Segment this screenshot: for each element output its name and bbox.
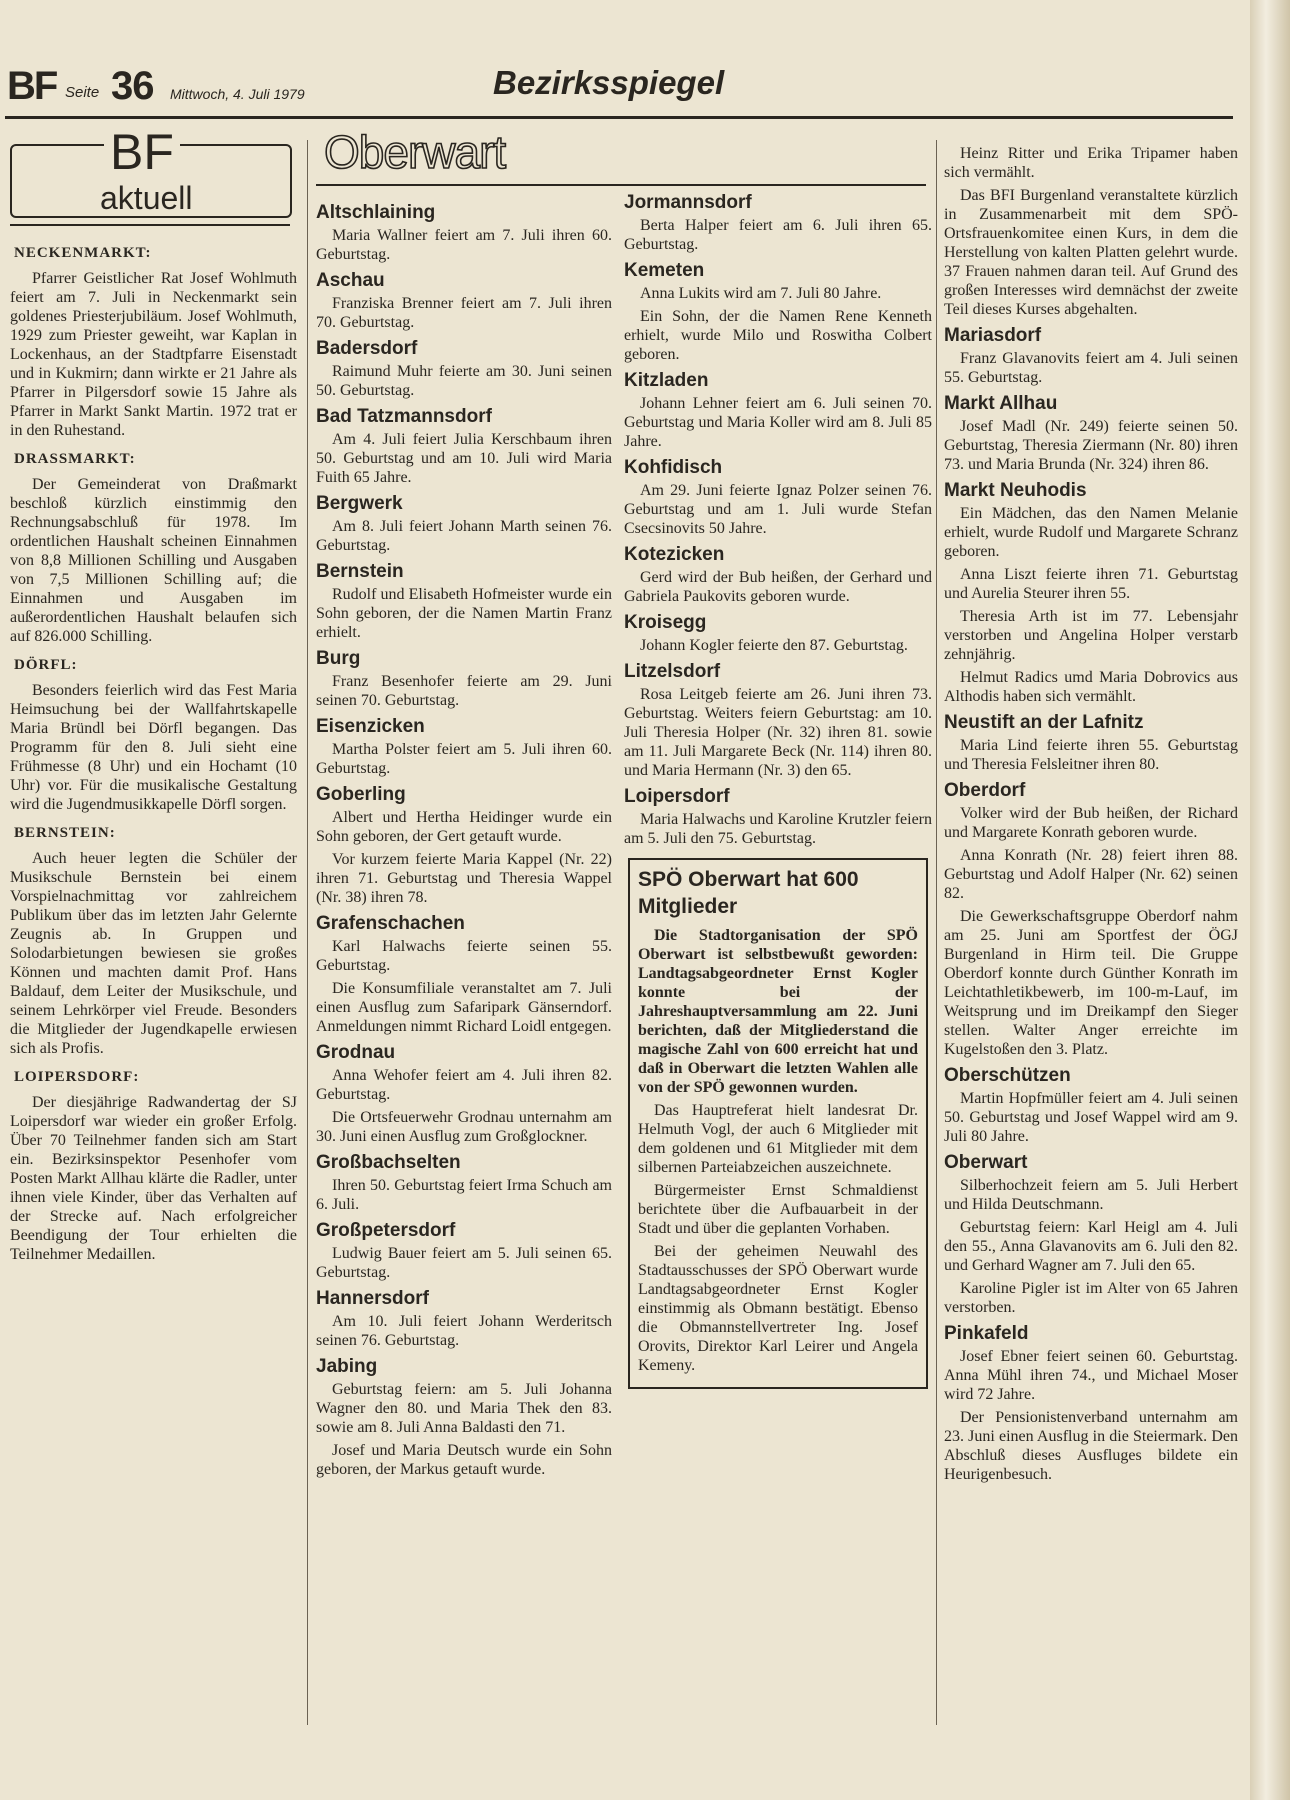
bf-aktuell-logo	[10, 126, 292, 234]
village-entry	[624, 260, 932, 364]
village-name: Oberwart	[944, 1152, 1028, 1173]
village-entry	[316, 406, 612, 487]
news-paragraph: Besonders feierlich wird das Fest Maria Heimsuchung bei der Wallfahrtskapelle Maria Bründl bei Dörfl begangen. Das Programm für den 8. Juli sieht eine Frühmesse (8 Uhr) und ein Hochamt (10 Uhr) vor. Für die musikalische Gestaltung wird die Jugendmusikkapelle Dörfl sorgen.	[10, 682, 297, 813]
village-name: Pinkafeld	[944, 1323, 1029, 1344]
village-name: Großbachselten	[316, 1152, 461, 1173]
entry-paragraph: Am 29. Juni feierte Ignaz Polzer seinen 76. Geburtstag und am 1. Juli wurde Stefan Csecsinovits 50 Jahre.	[624, 482, 932, 537]
village-entry	[944, 712, 1238, 774]
village-entry	[944, 1323, 1238, 1484]
entry-body	[316, 362, 612, 400]
entry-body	[316, 585, 612, 642]
village-name: Jabing	[316, 1356, 378, 1377]
village-name: Kitzladen	[624, 370, 709, 391]
entry-paragraph: Anna Lukits wird am 7. Juli 80 Jahre.	[640, 285, 882, 302]
village-entry	[316, 493, 612, 555]
village-name: Loipersdorf	[624, 786, 730, 807]
entry-paragraph: Anna Liszt feierte ihren 71. Geburtstag und Aurelia Steurer ihren 55.	[944, 566, 1238, 602]
village-name: Litzelsdorf	[624, 661, 721, 682]
entry-paragraph: Helmut Radics umd Maria Dobrovics aus Althodis haben sich vermählt.	[944, 669, 1238, 705]
box-paragraph: Das Hauptreferat hielt landesrat Dr. Helmuth Vogl, der auch 6 Mitglieder mit dem goldenen und 61 Mitglieder mit dem silbernen Parteiabzeichen auszeichnete.	[638, 1102, 918, 1176]
entry-paragraph: Am 10. Juli feiert Johann Werderitsch seinen 76. Geburtstag.	[316, 1313, 612, 1349]
local-news-list	[10, 244, 297, 1264]
village-news-list	[624, 192, 932, 848]
entry-body	[944, 504, 1238, 706]
village-entry	[944, 780, 1238, 1059]
oberwart-masthead	[316, 126, 612, 192]
entry-body	[316, 1244, 612, 1282]
page-number: 36	[111, 64, 154, 108]
village-name: Grafenschachen	[316, 913, 465, 934]
village-entry	[944, 1152, 1238, 1317]
section-title: Bezirksspiegel	[493, 64, 725, 101]
entry-paragraph: Franziska Brenner feiert am 7. Juli ihren 70. Geburtstag.	[316, 295, 612, 331]
entry-paragraph: Heinz Ritter und Erika Tripamer haben sich vermählt.	[944, 145, 1238, 181]
village-entry	[944, 325, 1238, 387]
entry-paragraph: Ein Mädchen, das den Namen Melanie erhielt, wurde Rudolf und Margarete Schranz geboren.	[944, 505, 1238, 560]
news-heading: NECKENMARKT:	[14, 245, 152, 261]
news-body	[10, 1093, 297, 1264]
village-entry	[316, 1356, 612, 1479]
entry-body	[624, 216, 932, 254]
news-heading: DRASSMARKT:	[14, 451, 136, 467]
entry-paragraph: Ludwig Bauer feiert am 5. Juli seinen 65. Geburtstag.	[316, 1245, 612, 1281]
entry-body	[944, 804, 1238, 1059]
column-divider	[307, 140, 308, 1725]
entry-paragraph: Die Konsumfiliale veranstaltet am 7. Juli einen Ausflug zum Safaripark Gänserndorf. Anmeldungen nimmt Richard Loidl entgegen.	[316, 980, 612, 1035]
entry-body	[316, 740, 612, 778]
entry-body	[944, 1176, 1238, 1317]
village-entry	[316, 784, 612, 907]
village-name: Burg	[316, 648, 361, 669]
entry-paragraph: Martha Polster feiert am 5. Juli ihren 60. Geburtstag.	[316, 741, 612, 777]
village-entry	[944, 480, 1238, 706]
entry-paragraph: Berta Halper feiert am 6. Juli ihren 65. Geburtstag.	[624, 217, 932, 253]
news-paragraph: Auch heuer legten die Schüler der Musikschule Bernstein bei einem Vorspielnachmittag vor zahlreichem Publikum über das im letzten Jahr Gelernte Zeugnis ab. In Gruppen und Solodarbietungen bewiesen sie großes Können und machten damit Prof. Hans Baldauf, dem Leiter der Musikschule, und seinem Lehrkörper viel Freude. Besonders die Mitglieder der Jugendkapelle erwiesen sich als Profis.	[10, 850, 297, 1057]
entry-body	[624, 394, 932, 451]
entry-body	[944, 1347, 1238, 1484]
village-entry	[316, 338, 612, 400]
entry-body	[316, 1312, 612, 1350]
entry-paragraph: Geburtstag feiern: am 5. Juli Johanna Wagner den 80. und Maria Thek den 83. sowie am 8. Juli Anna Baldasti den 71.	[316, 1381, 612, 1436]
village-name: Bergwerk	[316, 493, 403, 514]
news-body	[10, 849, 297, 1058]
entry-body	[316, 226, 612, 264]
entry-paragraph: Anna Wehofer feiert am 4. Juli ihren 82. Geburtstag.	[316, 1067, 612, 1103]
village-name: Jormannsdorf	[624, 192, 752, 213]
entry-paragraph: Josef Ebner feiert seinen 60. Geburtstag. Anna Mühl ihren 74., und Michael Moser wird 72 Jahre.	[944, 1348, 1238, 1403]
village-entry	[624, 457, 932, 538]
village-name: Kotezicken	[624, 544, 725, 565]
page-header	[5, 62, 1235, 114]
header-rule	[5, 116, 1233, 119]
entry-body	[316, 672, 612, 710]
village-name: Badersdorf	[316, 338, 418, 359]
entry-body	[944, 1089, 1238, 1146]
entry-paragraph: Das BFI Burgenland veranstaltete kürzlich in Zusammenarbeit mit dem SPÖ-Ortsfrauenkomitee einen Kurs, in dem die Herstellung von kalten Platten gelehrt wurde. 37 Frauen nahmen daran teil. Auf Grund des großen Interesses wird demnächst der zweite Teil dieses Kurses abgehalten.	[944, 187, 1238, 318]
village-entry	[316, 1288, 612, 1350]
village-entry	[316, 202, 612, 264]
village-entry	[316, 561, 612, 642]
entry-paragraph: Die Ortsfeuerwehr Grodnau unternahm am 30. Juni einen Ausflug zum Großglockner.	[316, 1109, 612, 1145]
entry-body	[316, 808, 612, 907]
village-entry	[624, 370, 932, 451]
village-news-list	[944, 144, 1238, 1484]
entry-body	[316, 294, 612, 332]
village-name: Kemeten	[624, 260, 705, 281]
entry-paragraph: Franz Besenhofer feierte am 29. Juni seinen 70. Geburtstag.	[316, 673, 612, 709]
village-entry	[316, 648, 612, 710]
news-body	[10, 269, 297, 440]
news-body	[10, 681, 297, 814]
entry-paragraph: Maria Halwachs und Karoline Krutzler feiern am 5. Juli den 75. Geburtstag.	[624, 811, 932, 847]
entry-paragraph: Am 4. Juli feiert Julia Kerschbaum ihren 50. Geburtstag und am 10. Juli wird Maria Fuith 65 Jahre.	[316, 431, 612, 486]
entry-paragraph: Karl Halwachs feierte seinen 55. Geburtstag.	[316, 938, 612, 974]
entry-body	[944, 349, 1238, 387]
entry-paragraph: Gerd wird der Bub heißen, der Gerhard und Gabriela Paukovits geboren wurde.	[624, 569, 932, 605]
entry-paragraph: Volker wird der Bub heißen, der Richard und Margarete Konrath geboren wurde.	[944, 805, 1238, 841]
entry-paragraph: Der Pensionistenverband unternahm am 23. Juni einen Ausflug in die Steiermark. Den Abschluß dieses Ausfluges bildete ein Heurigenbesuch.	[944, 1409, 1238, 1483]
village-name: Goberling	[316, 784, 406, 805]
entry-paragraph: Rosa Leitgeb feierte am 26. Juni ihren 73. Geburtstag. Weiters feiern Geburtstag: am 10. Juli Theresia Holper (Nr. 32) ihren 81. sowie am 11. Juli Margarete Beck (Nr. 114) ihren 80. und Maria Hermann (Nr. 3) den 65.	[624, 686, 932, 779]
village-name: Großpetersdorf	[316, 1220, 456, 1241]
entry-paragraph: Vor kurzem feierte Maria Kappel (Nr. 22) ihren 71. Geburtstag und Theresia Wappel (Nr. 38) ihren 78.	[316, 851, 612, 906]
entry-paragraph: Maria Lind feierte ihren 55. Geburtstag und Theresia Felsleitner ihren 80.	[944, 737, 1238, 773]
entry-body	[944, 144, 1238, 319]
village-entry	[944, 144, 1238, 319]
entry-body	[316, 430, 612, 487]
box-paragraph: Bei der geheimen Neuwahl des Stadtausschusses der SPÖ Oberwart wurde Landtagsabgeordneter Ernst Kogler einstimmig als Obmann bestätigt. Ebenso die Obmannstellvertreter Ing. Josef Orovits, Direktor Karl Leirer und Angela Kemeny.	[638, 1243, 918, 1374]
entry-paragraph: Maria Wallner feiert am 7. Juli ihren 60. Geburtstag.	[316, 227, 612, 263]
logo-bf: BF	[104, 126, 180, 178]
entry-body	[944, 736, 1238, 774]
village-name: Bernstein	[316, 561, 404, 582]
village-entry	[624, 661, 932, 780]
village-entry	[944, 393, 1238, 474]
entry-body	[316, 1176, 612, 1214]
entry-paragraph: Josef Madl (Nr. 249) feierte seinen 50. Geburtstag, Theresia Ziermann (Nr. 80) ihren 73. und Maria Brunda (Nr. 324) ihren 86.	[944, 418, 1238, 473]
column-oberwart-1	[316, 126, 612, 1485]
village-name: Markt Neuhodis	[944, 480, 1087, 501]
entry-paragraph: Johann Kogler feierte den 87. Geburtstag.	[640, 637, 908, 654]
spoe-article-box	[628, 858, 928, 1389]
village-entry	[316, 913, 612, 1036]
entry-body	[624, 568, 932, 606]
box-paragraph: Bürgermeister Ernst Schmaldienst berichtete über die Aufbauarbeit in der Stadt und über die geplanten Vorhaben.	[638, 1182, 918, 1237]
news-paragraph: Der Gemeinderat von Draßmarkt beschloß kürzlich einstimmig den Rechnungsabschluß für 1978. Im ordentlichen Haushalt scheinen Einnahmen von 8,8 Millionen Schilling und Ausgaben von 7,5 Millionen Schilling auf; die Einnahmen und Ausgaben im außerordentlichen Haushalt belaufen sich auf 826.000 Schilling.	[10, 476, 297, 645]
entry-paragraph: Rudolf und Elisabeth Hofmeister wurde ein Sohn geboren, der die Namen Martin Franz erhielt.	[316, 586, 612, 641]
issue-date: Mittwoch, 4. Juli 1979	[170, 86, 305, 102]
column-oberwart-3	[944, 144, 1238, 1490]
entry-body	[316, 517, 612, 555]
village-entry	[944, 1065, 1238, 1146]
village-entry	[624, 786, 932, 848]
village-entry	[316, 270, 612, 332]
village-name: Bad Tatzmannsdorf	[316, 406, 492, 427]
news-heading: DÖRFL:	[14, 657, 78, 673]
entry-body	[316, 1066, 612, 1146]
entry-paragraph: Franz Glavanovits feiert am 4. Juli seinen 55. Geburtstag.	[944, 350, 1238, 386]
entry-paragraph: Johann Lehner feiert am 6. Juli seinen 70. Geburtstag und Maria Koller wird am 8. Juli 85 Jahre.	[624, 395, 932, 450]
entry-body	[624, 810, 932, 848]
entry-body	[316, 937, 612, 1036]
news-heading: LOIPERSDORF:	[14, 1069, 140, 1085]
village-name: Kohfidisch	[624, 457, 723, 478]
village-name: Oberdorf	[944, 780, 1026, 801]
bf-logo: BF	[7, 64, 57, 108]
entry-body	[624, 685, 932, 780]
box-body	[638, 1101, 918, 1375]
village-name: Neustift an der Lafnitz	[944, 712, 1144, 733]
entry-paragraph: Ihren 50. Geburtstag feiert Irma Schuch am 6. Juli.	[316, 1177, 612, 1213]
page-label: Seite	[65, 84, 100, 101]
entry-paragraph: Silberhochzeit feiern am 5. Juli Herbert und Hilda Deutschmann.	[944, 1177, 1238, 1213]
village-entry	[316, 1152, 612, 1214]
entry-body	[944, 417, 1238, 474]
village-name: Hannersdorf	[316, 1288, 429, 1309]
entry-paragraph: Anna Konrath (Nr. 28) feiert ihren 88. Geburtstag und Adolf Halper (Nr. 62) seinen 82.	[944, 847, 1238, 902]
village-name: Oberschützen	[944, 1065, 1071, 1086]
entry-body	[624, 636, 932, 655]
news-paragraph: Pfarrer Geistlicher Rat Josef Wohlmuth feiert am 7. Juli in Neckenmarkt sein goldenes Priesterjubiläum. Josef Wohlmuth, 1929 zum Priester geweiht, war Kaplan in Lockenhaus, an der Stadtpfarre Eisenstadt und in Kukmirn; dann wirkte er 21 Jahre als Pfarrer in Pilgersdorf sowie 15 Jahre als Pfarrer in Markt Sankt Martin. 1972 trat er in den Ruhestand.	[10, 270, 297, 439]
box-headline: SPÖ Oberwart hat 600 Mitglieder	[638, 868, 859, 918]
village-entry	[624, 192, 932, 254]
village-name: Kroisegg	[624, 612, 707, 633]
entry-paragraph: Geburtstag feiern: Karl Heigl am 4. Juli den 55., Anna Glavanovits am 6. Juli den 82. und Gerhard Wagner am 7. Juli den 65.	[944, 1219, 1238, 1274]
news-body	[10, 475, 297, 646]
entry-paragraph: Am 8. Juli feiert Johann Marth seinen 76. Geburtstag.	[316, 518, 612, 554]
village-entry	[624, 544, 932, 606]
village-name: Markt Allhau	[944, 393, 1058, 414]
entry-body	[316, 1380, 612, 1479]
column-bf-aktuell	[10, 126, 297, 1274]
village-name: Aschau	[316, 270, 385, 291]
entry-paragraph: Karoline Pigler ist im Alter von 65 Jahren verstorben.	[944, 1280, 1238, 1316]
entry-paragraph: Albert und Hertha Heidinger wurde ein Sohn geboren, der Gert getauft wurde.	[316, 809, 612, 845]
entry-paragraph: Raimund Muhr feierte am 30. Juni seinen 50. Geburtstag.	[316, 363, 612, 399]
entry-body	[624, 481, 932, 538]
logo-underline	[10, 224, 290, 226]
village-name: Eisenzicken	[316, 716, 425, 737]
box-lead: Die Stadtorganisation der SPÖ Oberwart ist selbstbewußt geworden: Landtagsabgeordneter Ernst Kogler konnte bei der Jahreshauptversammlung am 22. Juni berichten, daß der Mitgliederstand die magische Zahl von 600 erreicht hat und daß in Oberwart die letzten Wahlen alle von der SPÖ gewonnen wurden.	[638, 927, 918, 1096]
village-entry	[624, 612, 932, 655]
column-divider	[936, 140, 937, 1725]
entry-paragraph: Ein Sohn, der die Namen Rene Kenneth erhielt, wurde Milo und Roswitha Colbert geboren.	[624, 308, 932, 363]
masthead-rule	[316, 184, 926, 186]
village-name: Mariasdorf	[944, 325, 1042, 346]
entry-paragraph: Josef und Maria Deutsch wurde ein Sohn geboren, der Markus getauft wurde.	[316, 1442, 612, 1478]
village-news-list	[316, 202, 612, 1479]
entry-paragraph: Martin Hopfmüller feiert am 4. Juli seinen 50. Geburtstag und Josef Wappel wird am 9. Juli 80 Jahre.	[944, 1090, 1238, 1145]
village-entry	[316, 716, 612, 778]
news-heading: BERNSTEIN:	[14, 825, 116, 841]
news-paragraph: Der diesjährige Radwandertag der SJ Loipersdorf war wieder ein großer Erfolg. Über 70 Teilnehmer fanden sich am Start ein. Bezirksinspektor Pesenhofer vom Posten Markt Allhau klärte die Radler, unter ihnen viele Kinder, über das Verhalten auf der Strecke auf. Nach erfolgreicher Beendigung der Tour erhielten die Teilnehmer Medaillen.	[10, 1094, 297, 1263]
village-entry	[316, 1220, 612, 1282]
district-title: Oberwart	[324, 126, 506, 178]
column-oberwart-2	[624, 192, 932, 1389]
village-entry	[316, 1042, 612, 1146]
entry-body	[624, 284, 932, 364]
village-name: Grodnau	[316, 1042, 396, 1063]
logo-aktuell: aktuell	[96, 180, 197, 216]
village-name: Altschlaining	[316, 202, 436, 223]
entry-paragraph: Die Gewerkschaftsgruppe Oberdorf nahm am 25. Juni am Sportfest der ÖGJ Burgenland in Hirm teil. Die Gruppe Oberdorf konnte durch Günther Konrath im Leichtathletikbewerb, im 100-m-Lauf, im Weitsprung und im Dreikampf den Sieger stellen. Walter Anger erreichte im Kugelstoßen den 3. Platz.	[944, 908, 1238, 1058]
page-edge	[1250, 0, 1290, 1800]
entry-paragraph: Theresia Arth ist im 77. Lebensjahr verstorben und Angelina Holper verstarb zehnjährig.	[944, 608, 1238, 663]
